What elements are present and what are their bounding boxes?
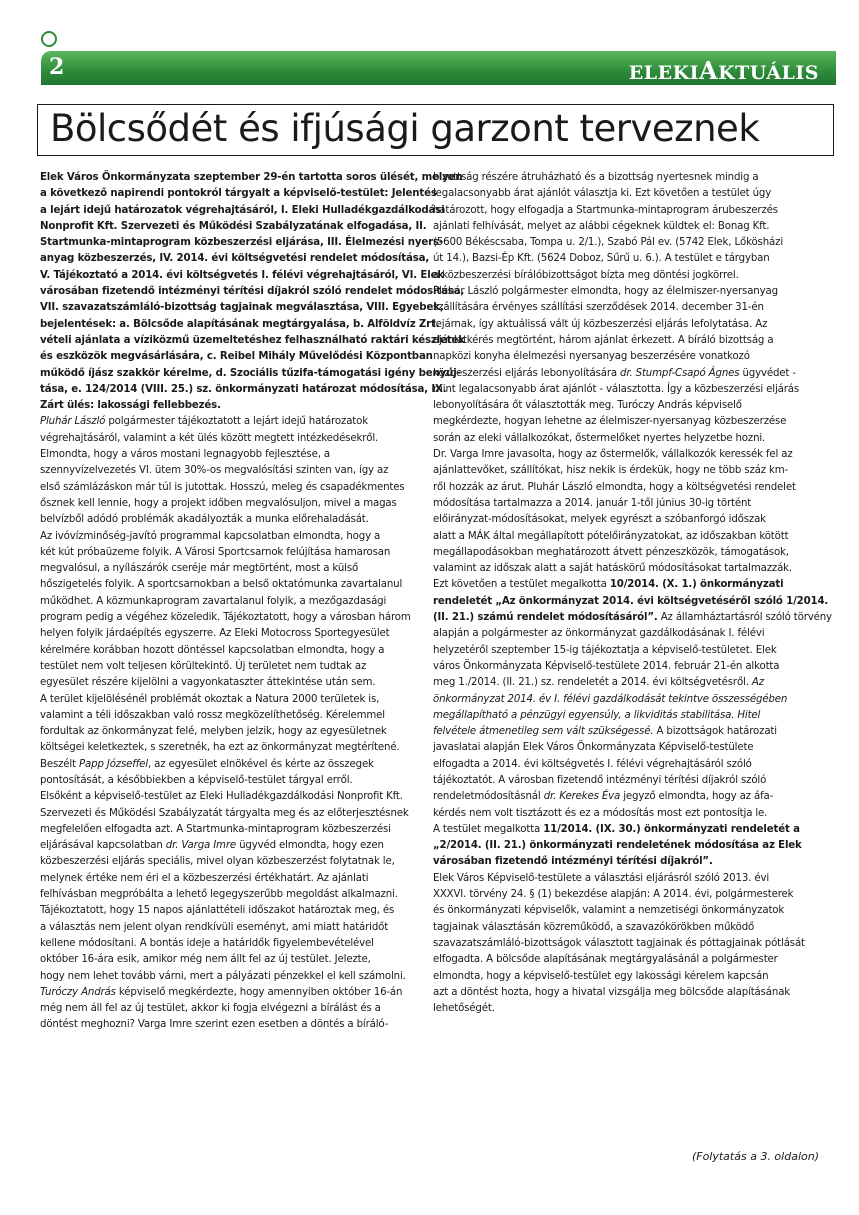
text-line: önkormányzat 2014. év I. félévi gazdálkodását tekintve összességében — [433, 693, 788, 705]
text-line: október 16-ára esik, amikor még nem állt fel az új testület. Jelezte, — [40, 954, 371, 966]
text-line: Startmunka-mintaprogram közbeszerzési eljárása, III. Élelmezési nyers- — [40, 237, 443, 249]
text-line: a lejárt idejű határozatok végrehajtásáról, I. Eleki Hulladékgazdálkodási — [40, 204, 445, 216]
text-line: Dr. Varga Imre javasolta, hogy az őstermelők, vállalkozók keressék fel az — [433, 449, 793, 461]
text-line: Elmondta, hogy a város mostani legnagyobb fejlesztése, a — [40, 449, 330, 461]
text-line: meg 1./2014. (II. 21.) sz. rendeletét a 2014. évi költségvetésről. Az — [433, 677, 764, 689]
text-line: előirányzat-módosításokat, melyek egyrészt a szóbanforgó időszak — [433, 514, 766, 526]
text-line: vételi ajánlata a víziközmű üzemeltetéshez felhasználható raktári készletek — [40, 334, 465, 346]
text-line: fordultak az önkormányzat felé, melyben jelzik, hogy az egyesületnek — [40, 726, 387, 738]
text-line: két kút próbaüzeme folyik. A Városi Sportcsarnok felújítása hamarosan — [40, 546, 391, 558]
article-headline: Bölcsődét és ifjúsági garzont terveznek — [50, 107, 760, 150]
text-line: A testület megalkotta 11/2014. (IX. 30.) önkormányzati rendeletét a — [433, 823, 800, 835]
text-line: alapján a polgármester az önkormányzat gazdálkodásának I. félévi — [433, 628, 765, 640]
text-line: ről hozzák az árut. Pluhár László elmondta, hogy a költségvetési rendelet — [433, 481, 796, 493]
text-line: Nonprofit Kft. Szervezeti és Működési Szabályzatának elfogadása, II. — [40, 220, 427, 232]
text-line: szállítására érvényes szállítási szerződések 2014. december 31-én — [433, 302, 764, 314]
italic-name: dr. Stumpf-Csapó Ágnes — [620, 367, 740, 379]
text-line: út 14.), Bazsi-Ép Kft. (5624 Doboz, Sűrű u. 6.). A testület e tárgyban — [433, 253, 770, 265]
bold-phrase: (II. 21.) számú rendelet módosításáról”. — [433, 612, 658, 624]
text-line: bizottság részére átruházható és a bizottság nyertesnek mindig a — [433, 172, 759, 183]
text-line: VII. szavazatszámláló-bizottság tagjainak megválasztása, VIII. Egyebek, — [40, 302, 444, 314]
text-line: Elsőként a képviselő-testület az Eleki Hulladékgazdálkodási Nonprofit Kft. — [40, 791, 403, 803]
text-line: valamint az időszak alatt a saját hatáskörű módosításokat tartalmazzák. — [433, 563, 793, 575]
text-line: belvízből adódó problémák akadályozták a munka előrehaladását. — [40, 514, 369, 526]
text-line: szavazatszámláló-bizottságok választott tagjainak és póttagjainak pótlását — [433, 937, 805, 949]
text-line: Turóczy András képviselő megkérdezte, hogy amennyiben október 16-án — [40, 986, 403, 998]
text-line: Pluhár László polgármester tájékoztatott a lejárt idejű határozatok — [40, 416, 368, 428]
text-line: mint legalacsonyabb árat ajánlót - választotta. Így a közbeszerzési eljárás — [433, 383, 800, 395]
masthead-part2: A — [699, 56, 719, 85]
text-line: A terület kijelölésénél problémát okoztak a Natura 2000 területek is, — [40, 693, 380, 705]
text-line: lebonyolítására őt választották meg. Turóczy András képviselő — [433, 400, 742, 412]
text-line: Zárt ülés: lakossági fellebbezés. — [40, 400, 221, 412]
text-line: megállapítható a pénzügyi egyensúly, a likviditás stabilitása. Hitel — [433, 709, 761, 721]
right-column — [433, 170, 832, 1017]
masthead-part3: KTUÁLIS — [718, 62, 819, 84]
text-line: hogy nem lehet tovább várni, mert a pályázati pénzekkel el kell számolni. — [40, 970, 406, 982]
text-line: közbeszerzési eljárás speciális, mivel olyan közbeszerzést folytatnak le, — [40, 856, 395, 868]
text-line: első számlázáskon már túl is jutottak. Hosszú, meleg és csapadékmentes — [40, 481, 405, 493]
text-line: döntést meghozni? Varga Imre szerint ezen esetben a döntés a bíráló- — [40, 1019, 389, 1031]
text-line: Tájékoztatott, hogy 15 napos ajánlattételi időszakot határoztak meg, és — [40, 905, 395, 917]
text-line: megkérdezte, hogyan lehetne az élelmiszer-nyersanyag közbeszerzése — [433, 416, 787, 428]
text-line: határozott, hogy elfogadja a Startmunka-mintaprogram árubeszerzés — [433, 204, 778, 216]
bold-phrase: 11/2014. (IX. 30.) önkormányzati rendeletét a — [543, 823, 800, 835]
continuation-note: (Folytatás a 3. oldalon) — [691, 1150, 819, 1163]
text-line: a választás nem jelent olyan rendkívüli eseményt, ami miatt határidőt — [40, 921, 389, 933]
text-line: lejárnak, így aktuálissá vált új közbeszerzési eljárás lefolytatása. Az — [433, 318, 768, 330]
text-line: helyen folyik járdaépítés egyszerre. Az Eleki Motocross Sportegyesület — [40, 628, 390, 640]
masthead — [629, 56, 819, 85]
text-line: szennyvízelvezetés VI. ütem 30%-os megvalósítási szinten van, így az — [40, 465, 389, 477]
text-line: legalacsonyabb árat ajánlót választja ki. Ezt követően a testület úgy — [433, 188, 772, 200]
text-line: napközi konyha élelmezési nyersanyag beszerzésére vonatkozó — [433, 351, 750, 363]
text-line: megállapodásokban meghatározott átvett pénzeszközök, támogatások, — [433, 546, 789, 558]
italic-name: Pluhár László — [40, 416, 106, 428]
page-number: 2 — [49, 54, 65, 80]
text-line: ajánlattevőket, szállítókat, hisz nekik is érdekük, hogy ne több száz km- — [433, 465, 789, 477]
text-line: alatt a MÁK által megállapított pótelőirányzatokat, az időszakban kötött — [433, 530, 789, 542]
italic-name: felvétele átmenetileg sem vált szükségessé. — [433, 726, 654, 738]
text-line: elmondta, hogy a képviselő-testület egy lakossági kérelem kapcsán — [433, 970, 769, 982]
text-line: (5600 Békéscsaba, Tompa u. 2/1.), Szabó Pál ev. (5742 Elek, Lőkösházi — [433, 237, 783, 249]
text-line: tagjainak választásán közreműködő, a szavazókörökben működő — [433, 921, 755, 933]
text-line: városában fizetendő intézményi térítési díjakról”. — [433, 856, 713, 868]
text-line: Szervezeti és Működési Szabályzatát tárgyalta meg és az előterjesztésnek — [40, 807, 409, 819]
text-line: lehetőségét. — [433, 1003, 495, 1015]
text-line: Elek Város Önkormányzata szeptember 29-én tartotta soros ülését, melyen — [40, 172, 463, 183]
text-line: (II. 21.) számú rendelet módosításáról”. Az államháztartásról szóló törvény — [433, 612, 832, 624]
text-line: kérelmére korábban hozott döntéssel kapcsolatban elmondta, hogy a — [40, 644, 385, 656]
text-line: módosítása tartalmazza a 2014. január 1-től június 30-ig történt — [433, 497, 752, 509]
text-line: a következő napirendi pontokról tárgyalt a képviselő-testület: Jelentés — [40, 188, 437, 200]
italic-name: Turóczy András — [40, 986, 116, 998]
text-line: működhet. A közmunkaprogram zavartalanul folyik, a mezőgazdasági — [40, 595, 387, 607]
text-line: Az ivóvízminőség-javító programmal kapcsolatban elmondta, hogy a — [40, 530, 381, 542]
text-line: pontosítását, a későbbiekben a képviselő-testület tárgyal erről. — [40, 774, 353, 786]
text-line: és önkormányzati képviselők, valamint a nemzetiségi önkormányzatok — [433, 905, 785, 917]
text-line: valamint a téli időszakban való rossz megközelíthetőség. Kérelemmel — [40, 709, 385, 721]
text-line: közbeszerzési eljárás lebonyolítására dr. Stumpf-Csapó Ágnes ügyvédet - — [433, 367, 796, 379]
italic-name: dr. Varga Imre — [165, 840, 236, 852]
text-line: város Önkormányzata Képviselő-testülete 2014. február 21-én alkotta — [433, 660, 780, 672]
text-line: elfogadta. A bölcsőde alapításának megtárgyalásánál a polgármester — [433, 954, 778, 966]
text-line: ajánlatkérés megtörtént, három ajánlat érkezett. A bíráló bizottság a — [433, 334, 774, 346]
text-line: költségei keletkeztek, s szeretnék, ha ezt az önkormányzat megtérítené. — [40, 742, 400, 754]
text-line: javaslatai alapján Elek Város Önkormányzata Képviselő-testülete — [433, 742, 754, 754]
text-line: eljárásával kapcsolatban dr. Varga Imre ügyvéd elmondta, hogy ezen — [40, 840, 384, 852]
masthead-part1: ELEKI — [628, 62, 700, 84]
text-line: V. Tájékoztató a 2014. évi költségvetés I. félévi végrehajtásáról, VI. Elek — [40, 269, 444, 281]
bold-phrase: 10/2014. (X. 1.) önkormányzati — [609, 579, 784, 591]
text-line: hőszigetelés folyik. A sportcsarnokban a belső oktatómunka zavartalanul — [40, 579, 403, 591]
swirl-logo-icon — [41, 31, 57, 47]
text-line: és eszközök megvásárlására, c. Reibel Mihály Művelődési Központban — [40, 351, 433, 363]
text-line: melynek értéke nem éri el a közbeszerzési értékhatárt. Az ajánlati — [40, 872, 369, 884]
text-line: kérdés nem volt tisztázott és ez a módosítás most ezt pontosítja le. — [433, 807, 768, 819]
text-line: Pluhár László polgármester elmondta, hogy az élelmiszer-nyersanyag — [433, 286, 778, 298]
text-line: megvalósul, a nyílászárók cseréje már megtörtént, most a külső — [40, 563, 359, 575]
italic-name: dr. Kerekes Éva — [543, 791, 621, 803]
text-line: Ezt követően a testület megalkotta 10/2014. (X. 1.) önkormányzati — [433, 579, 784, 591]
text-line: tájékoztatót. A városban fizetendő intézményi térítési díjakról szóló — [433, 774, 767, 786]
text-line: rendeletét „Az önkormányzat 2014. évi költségvetéséről szóló 1/2014. — [433, 595, 829, 607]
text-line: testület nem volt teljesen körültekintő. Új területet nem tudtak az — [40, 660, 367, 672]
text-line: működő íjász szakkör kérelme, d. Szociális tűzifa-támogatási igény benyúj- — [40, 367, 461, 379]
text-line: XXXVI. törvény 24. § (1) bekezdése alapján: A 2014. évi, polgármesterek — [433, 889, 794, 901]
text-line: városában fizetendő intézményi térítési díjakról szóló rendelet módosítása, — [40, 286, 465, 298]
text-line: bejelentések: a. Bölcsőde alapításának megtárgyalása, b. Alföldvíz Zrt. — [40, 318, 440, 330]
text-line: felvétele átmenetileg sem vált szükségessé. A bizottságok határozati — [433, 726, 777, 738]
text-line: ajánlati felhívását, melyet az alábbi cégeknek küldtek el: Bonag Kft. — [433, 220, 770, 232]
text-line: Beszélt Papp Józseffel, az egyesület elnökével és kérte az összegek — [40, 758, 374, 770]
text-line: elfogadta a 2014. évi költségvetés I. félévi végrehajtásáról szóló — [433, 758, 752, 770]
text-line: felhívásban megpróbálta a lehető legegyszerűbb megoldást alkalmazni. — [40, 889, 398, 901]
text-line: még nem áll fel az új testület, akkor ki fogja elvégezni a bírálást és a — [40, 1003, 381, 1015]
text-line: tása, e. 124/2014 (VIII. 25.) sz. önkormányzati határozat módosítása, IX. — [40, 383, 447, 395]
text-line: kellene módosítani. A bontás ideje a határidők figyelembevételével — [40, 937, 374, 949]
text-line: egyesület részére kijelölni a vagyonkataszter áttekintése után sem. — [40, 677, 376, 689]
text-line: azt a döntést hozta, hogy a hivatal vizsgálja meg bölcsőde alapításának — [433, 986, 791, 998]
text-line: rendeletmódosításnál dr. Kerekes Éva jegyző elmondta, hogy az áfa- — [433, 791, 774, 803]
text-line: a közbeszerzési bírálóbizottságot bízta meg döntési jogkörrel. — [433, 269, 739, 281]
text-line: „2/2014. (II. 21.) önkormányzati rendeletének módosítása az Elek — [433, 840, 802, 852]
text-line: végrehajtásáról, valamint a két ülés között megtett intézkedésekről. — [40, 432, 379, 444]
text-line: Elek Város Képviselő-testülete a választási eljárásról szóló 2013. évi — [433, 872, 770, 884]
text-line: helyzetéről szeptember 15-ig tájékoztatja a képviselő-testületet. Elek — [433, 644, 777, 656]
text-line: megfelelően elfogadta azt. A Startmunka-mintaprogram közbeszerzési — [40, 823, 391, 835]
text-line: ősznek kell lennie, hogy a projekt időben megvalósuljon, mivel a magas — [40, 497, 397, 509]
text-line: program pedig a végéhez közeledik. Tájékoztatott, hogy a városban három — [40, 612, 411, 624]
italic-name: Papp Józseffel — [79, 758, 148, 770]
text-line: anyag közbeszerzés, IV. 2014. évi költségvetési rendelet módosítása, — [40, 253, 430, 265]
text-line: során az eleki vállalkozókat, őstermelőket nyertes helyzetbe hozni. — [433, 432, 766, 444]
italic-name: Az — [751, 677, 764, 689]
